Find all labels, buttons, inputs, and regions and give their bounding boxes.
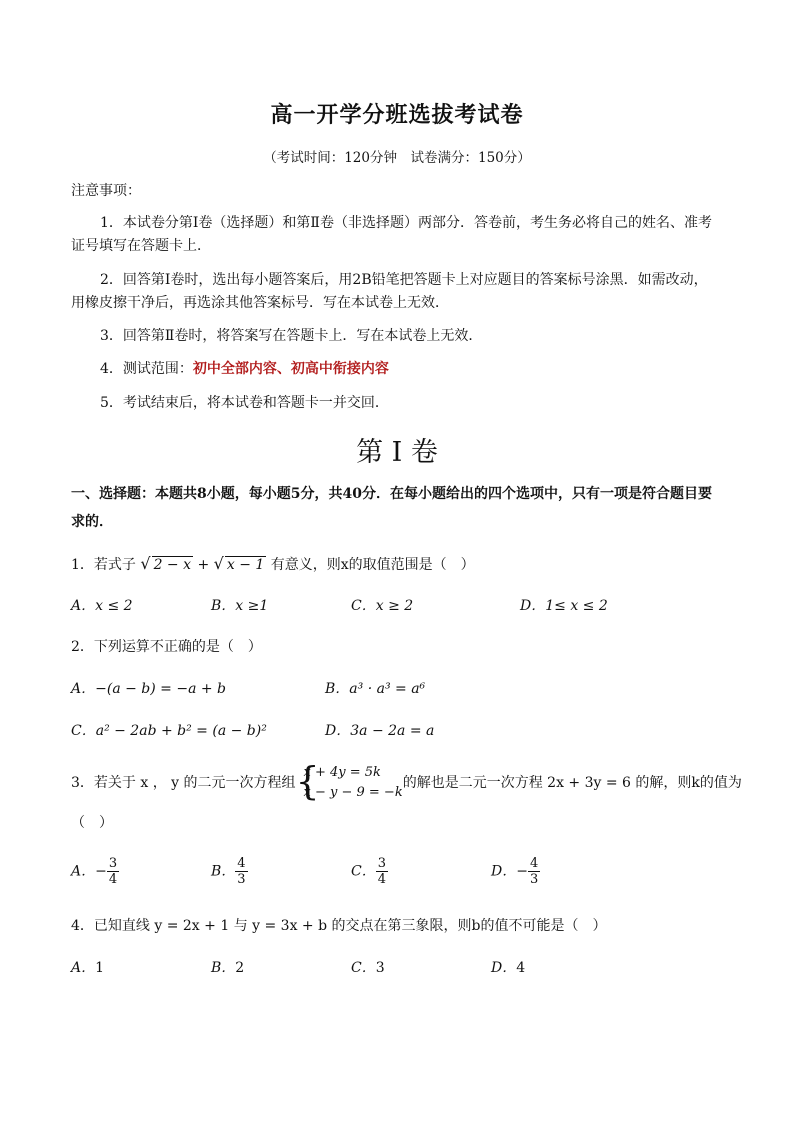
q3-option-a[interactable]: A．− $\frac{3}{4}$ — [71, 856, 118, 887]
volume-title: 第 I 卷 — [356, 437, 438, 468]
section-instruction-line-1: 一、选择题：本题共8小题，每小题5分，共40分．在每小题给出的四个选项中，只有一项是符合题目要 — [71, 486, 712, 502]
q1-prefix: 1．若式子 — [71, 557, 136, 573]
q4-option-a[interactable]: A．1 — [71, 960, 105, 976]
q3-option-b[interactable]: B． $\frac{4}{3}$ — [211, 856, 246, 887]
q4-option-d[interactable]: D．4 — [491, 960, 526, 976]
q3-option-c[interactable]: C． $\frac{3}{4}$ — [351, 856, 386, 887]
note-2-line-1: 2．回答第Ⅰ卷时，选出每小题答案后，用2B铅笔把答题卡上对应题目的答案标号涂黑．如需改动， — [100, 272, 708, 288]
q3-paren: （ ） — [71, 815, 113, 831]
q2-option-b[interactable]: B．a³ · a³ = a⁶ — [325, 681, 426, 697]
q4-option-b[interactable]: B．2 — [211, 960, 245, 976]
exam-title: 高一开学分班选拔考试卷 — [270, 102, 524, 128]
question-1-stem — [71, 554, 475, 575]
notes-heading: 注意事项： — [71, 183, 141, 199]
note-2-line-2: 用橡皮擦干净后，再选涂其他答案标号．写在本试卷上无效． — [71, 295, 449, 311]
q2-option-c[interactable]: C．a² − 2ab + b² = (a − b)² — [71, 723, 267, 739]
question-3-stem — [71, 759, 742, 803]
q3-option-d[interactable]: D．− $\frac{4}{3}$ — [491, 856, 539, 887]
q1-option-a[interactable]: A．x ≤ 2 — [71, 598, 133, 614]
q1-suffix: 有意义，则x的取值范围是（ ） — [270, 557, 475, 573]
note-4-prefix: 4．测试范围： — [100, 361, 193, 377]
question-2-stem: 2．下列运算不正确的是（ ） — [71, 639, 262, 655]
q3-equation-2: x − y − 9 = −k — [303, 785, 403, 800]
q4-option-c[interactable]: C．3 — [351, 960, 385, 976]
section-instruction-line-2: 求的． — [71, 514, 113, 530]
test-scope: 初中全部内容、初高中衔接内容 — [192, 361, 389, 377]
exam-subtitle: （考试时间：120分钟 试卷满分：150分） — [263, 150, 531, 166]
q1-option-d[interactable]: D．1≤ x ≤ 2 — [520, 598, 608, 614]
q3-equation-1: x + 4y = 5k — [303, 765, 381, 780]
q1-option-b[interactable]: B．x ≥1 — [211, 598, 269, 614]
q2-option-d[interactable]: D．3a − 2a = a — [325, 723, 435, 739]
q2-option-a[interactable]: A．−(a − b) = −a + b — [71, 681, 227, 697]
note-1-line-1: 1．本试卷分第Ⅰ卷（选择题）和第Ⅱ卷（非选择题）两部分．答卷前，考生务必将自己的姓名、准考 — [100, 215, 712, 231]
note-1-line-2: 证号填写在答题卡上． — [71, 238, 211, 254]
q3-prefix: 3．若关于 x ， y 的二元一次方程组 — [71, 775, 296, 791]
q1-radicals: √ 2 − x + √ x − 1 — [140, 554, 265, 573]
note-5: 5．考试结束后，将本试卷和答题卡一并交回． — [100, 395, 389, 411]
question-4-stem: 4．已知直线 y = 2x + 1 与 y = 3x + b 的交点在第三象限，则b的值不可能是（ ） — [71, 918, 607, 934]
q3-suffix: 的解也是二元一次方程 2x + 3y = 6 的解，则k的值为 — [402, 775, 742, 791]
q3-equation-system: { x + 4y = 5k x − y − 9 = −k — [295, 759, 403, 803]
note-3: 3．回答第Ⅱ卷时，将答案写在答题卡上．写在本试卷上无效． — [100, 328, 483, 344]
note-4 — [100, 359, 389, 379]
q1-option-c[interactable]: C．x ≥ 2 — [351, 598, 414, 614]
